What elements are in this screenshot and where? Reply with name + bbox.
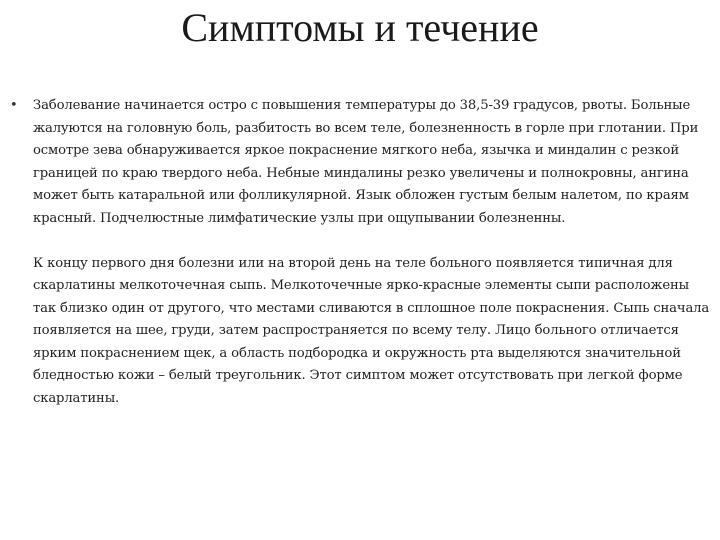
symptoms-paragraph: Заболевание начинается остро с повышения температуры до 38,5-39 градусов, рвоты. Больные жалуются на головную боль, разбитость во всем теле, болезненность в горле при глотании. При осмотре зева обнаруживается яркое покраснение мягкого неба, язычка и миндалин с резкой границей по краю твердого неба. Небные миндалины резко увеличены и полнокровны, ангина может быть катаральной или фолликулярной. Язык обложен густым белым налетом, по краям красный. Подчелюстные лимфатические узлы при ощупывании болезненны. bbox=[33, 98, 699, 226]
slide-body bbox=[10, 95, 715, 410]
bullet-item bbox=[10, 95, 715, 410]
slide-title: Симптомы и течение bbox=[181, 5, 539, 50]
rash-paragraph: К концу первого дня болезни или на второй день на теле больного появляется типичная для скарлатины мелкоточечная сыпь. Мелкоточечные ярко-красные элементы сыпи расположены так близко один от другого, что местами сливаются в сплошное поле покраснения. Сыпь сначала появляется на шее, груди, затем распространяется по всему телу. Лицо больного отличается ярким покраснением щек, а область подбородка и окружность рта выделяются значительной бледностью кожи – белый треугольник. Этот симптом может отсутствовать при легкой форме скарлатины. bbox=[33, 255, 710, 406]
bullet-dot-icon: • bbox=[10, 98, 18, 113]
